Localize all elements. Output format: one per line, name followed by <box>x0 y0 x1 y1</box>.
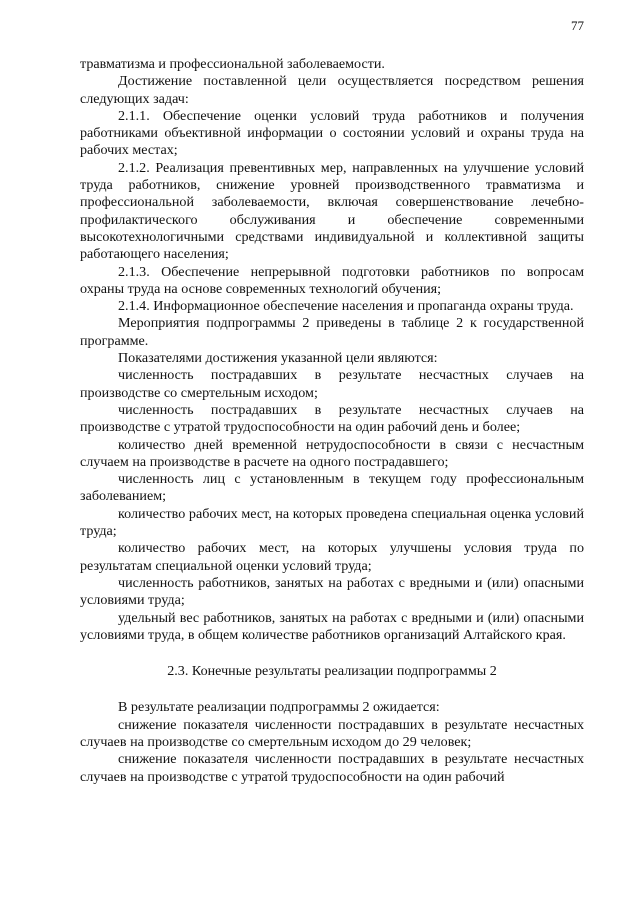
paragraph: численность работников, занятых на работах с вредными и (или) опасными условиями труда; <box>80 574 584 609</box>
paragraph: численность пострадавших в результате несчастных случаев на производстве с утратой трудоспособности на один рабочий день и более; <box>80 401 584 436</box>
paragraph: численность лиц с установленным в текущем году профессиональным заболеванием; <box>80 471 584 505</box>
paragraph: удельный вес работников, занятых на работах с вредными и (или) опасными условиями труда, в общем количестве работников организаций Алтайского края. <box>80 609 584 643</box>
paragraph: количество рабочих мест, на которых проведена специальная оценка условий труда; <box>80 505 584 540</box>
section-heading: 2.3. Конечные результаты реализации подпрограммы 2 <box>167 663 497 680</box>
paragraph: снижение показателя численности пострадавших в результате несчастных случаев на производстве со смертельным исходом до 29 человек; <box>80 716 584 750</box>
paragraph: В результате реализации подпрограммы 2 ожидается: <box>118 699 440 716</box>
paragraph: Достижение поставленной цели осуществляется посредством решения следующих задач: <box>80 73 584 107</box>
page-number: 77 <box>571 18 584 33</box>
paragraph: 2.1.3. Обеспечение непрерывной подготовки работников по вопросам охраны труда на основе современных технологий обучения; <box>80 263 584 297</box>
paragraph: Показателями достижения указанной цели являются: <box>118 350 438 367</box>
paragraph: Мероприятия подпрограммы 2 приведены в таблице 2 к государственной программе. <box>80 315 584 349</box>
document-body <box>80 56 584 786</box>
paragraph: травматизма и профессиональной заболеваемости. <box>80 56 385 72</box>
paragraph: количество дней временной нетрудоспособности в связи с несчастным случаем на производстве в расчете на одного пострадавшего; <box>80 436 584 470</box>
paragraph: 2.1.2. Реализация превентивных мер, направленных на улучшение условий труда работников, снижение уровней производственного травматизма и профессиональной заболеваемости, включая совершенствование лечебно-профилактического обслуживания и обеспечение современными высокотехнологичными средствами индивидуальной и коллективной защиты работающего населения; <box>80 159 584 263</box>
paragraph: количество рабочих мест, на которых улучшены условия труда по результатам специальной оценки условий труда; <box>80 540 584 574</box>
paragraphs-after-heading <box>80 699 584 785</box>
paragraphs-before-heading <box>80 56 584 644</box>
paragraph: снижение показателя численности пострадавших в результате несчастных случаев на производстве с утратой трудоспособности на один рабочий <box>80 751 584 785</box>
paragraph: численность пострадавших в результате несчастных случаев на производстве со смертельным исходом; <box>80 367 584 401</box>
paragraph: 2.1.1. Обеспечение оценки условий труда работников и получения работниками объективной информации о состоянии условий и охраны труда на рабочих местах; <box>80 107 584 159</box>
paragraph: 2.1.4. Информационное обеспечение населения и пропаганда охраны труда. <box>118 298 574 315</box>
